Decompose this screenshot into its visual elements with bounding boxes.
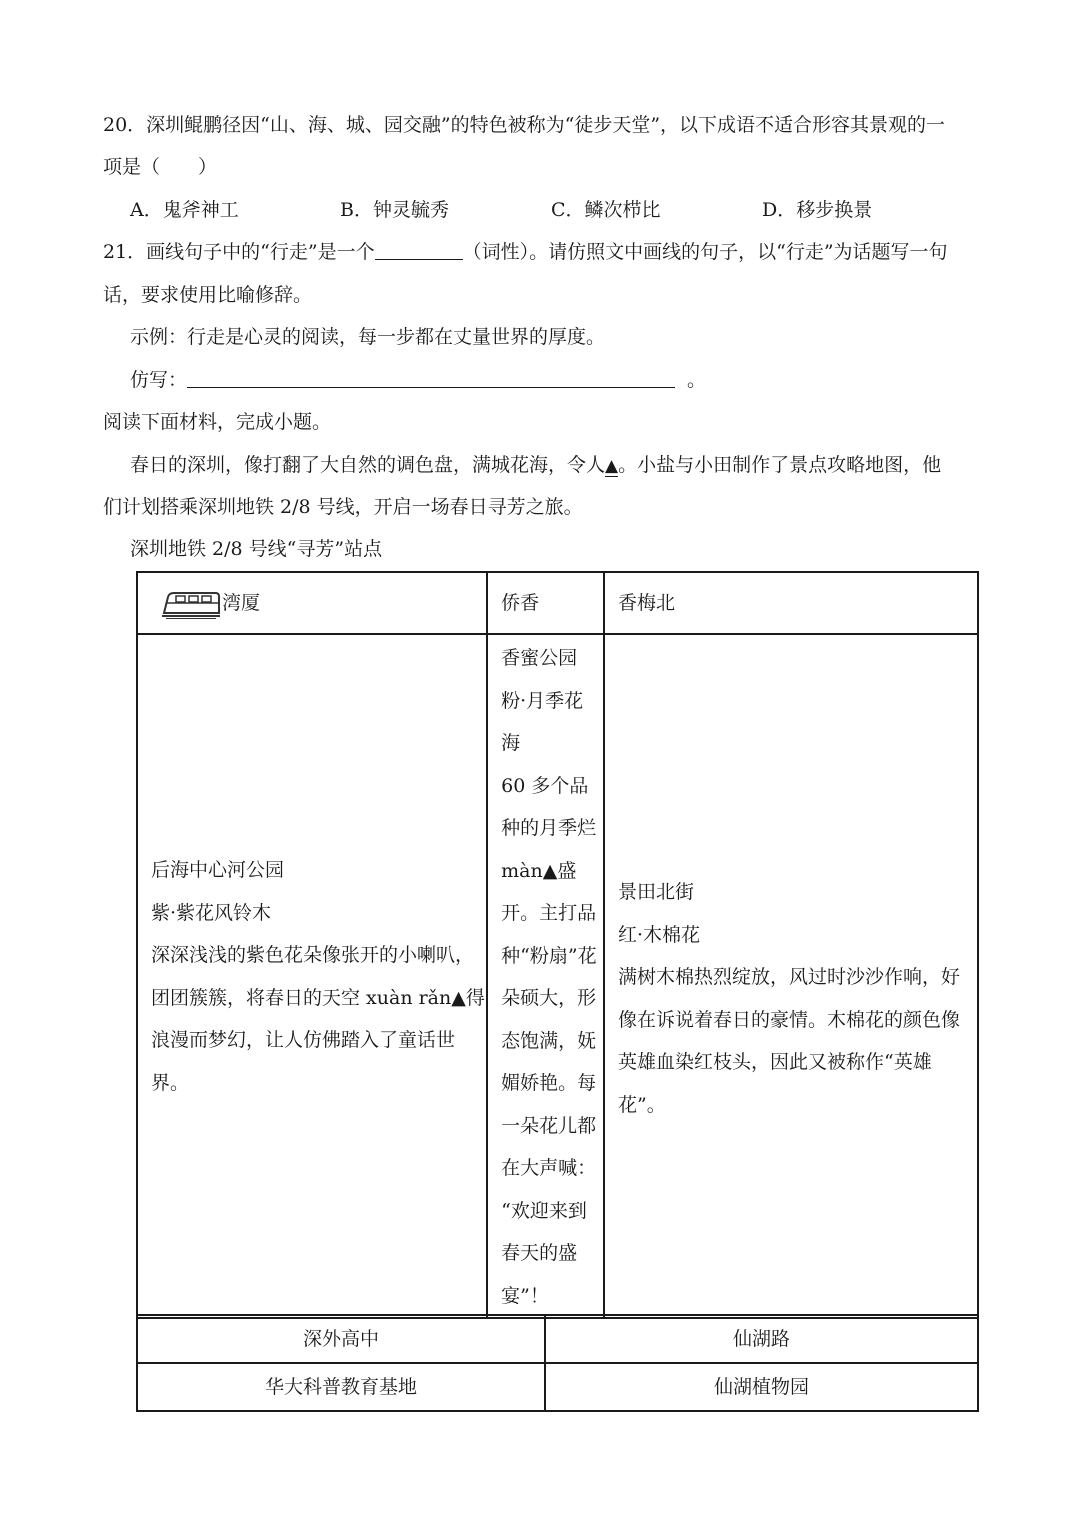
spot-cell-houhai: [137, 634, 487, 1318]
spot-xiangmi-line: 开。主打品: [501, 902, 597, 924]
spot-houhai-line: 浪漫而梦幻，让人仿佛踏入了童话世: [151, 1029, 456, 1051]
spot-houhai-line: 紫·紫花风铃木: [151, 901, 272, 924]
station-table-bottom: [136, 1314, 979, 1412]
blank-triangle: ▲: [605, 456, 619, 476]
spot-cell-xiangmi: [487, 634, 604, 1318]
station-cell-shenwai: [137, 1315, 545, 1363]
spot-jingtian-line: 像在诉说着春日的豪情。木棉花的颜色像: [617, 1008, 960, 1031]
spot-name-xianhu-garden: 仙湖植物园: [714, 1376, 810, 1398]
spot-name-huada: 华大科普教育基地: [265, 1376, 418, 1398]
station-name-qiaoxiang: 侨香: [501, 592, 540, 614]
spot-jingtian-line: 景田北街: [617, 881, 694, 903]
station-name-xianhulu: 仙湖路: [733, 1328, 791, 1350]
spot-xiangmi-line: 在大声喊：: [501, 1157, 597, 1179]
spot-xiangmi-line: 种的月季烂: [501, 817, 597, 839]
spot-xiangmi-line: 媚娇艳。每: [501, 1072, 597, 1094]
q21-line2: 话，要求使用比喻修辞。: [103, 284, 313, 306]
q20-option-d: D．移步换景: [762, 199, 873, 221]
station-cell-xianhulu: [545, 1315, 978, 1363]
spot-xiangmi-line: 60 多个品: [501, 774, 589, 797]
spot-cell-jingtian: [604, 634, 978, 1318]
q21-line1: [103, 238, 948, 266]
imitate-blank[interactable]: [187, 367, 675, 388]
q20-option-a: A．鬼斧神工: [130, 199, 239, 221]
spot-houhai-line: 深深浅浅的紫色花朵像张开的小喇叭，: [151, 944, 475, 966]
spot-houhai-line: 界。: [151, 1071, 190, 1094]
spot-xiangmi-line: 朵硕大，形: [501, 987, 597, 1009]
reading-intro: 阅读下面材料，完成小题。: [103, 411, 332, 433]
spot-xiangmi-line: màn▲盛: [501, 859, 577, 882]
reading-p1-a: 春日的深圳，像打翻了大自然的调色盘，满城花海，令人: [130, 454, 606, 476]
spot-jingtian-line: 红·木棉花: [617, 923, 701, 946]
spot-jingtian-line: 英雄血染红枝头，因此又被称作“英雄花”。: [617, 1051, 932, 1116]
reading-paragraph-line2: 们计划搭乘深圳地铁 2/8 号线，开启一场春日寻芳之旅。: [103, 496, 583, 518]
answer-blank[interactable]: [375, 239, 463, 260]
reading-p1-b: 。小盐与小田制作了景点攻略地图，他: [618, 454, 942, 476]
q20-line1: 20．深圳鲲鹏径因“山、海、城、园交融”的特色被称为“徒步天堂”，以下成语不适合形容其景观的一: [103, 114, 946, 136]
station-table-top: [136, 571, 979, 1319]
spot-cell-xianhu-garden: [545, 1363, 978, 1411]
spot-xiangmi-line: 香蜜公园: [501, 647, 578, 669]
station-name-xiangmeibei: 香梅北: [617, 592, 675, 614]
station-name-shenwai: 深外高中: [303, 1328, 380, 1350]
spot-houhai-line: 团团簇簇，将春日的天空 xuàn rǎn▲得: [151, 986, 485, 1009]
subway-train-icon: [160, 589, 222, 619]
spot-xiangmi-line: 种“粉扇”花: [501, 944, 597, 967]
q20-option-b: B．钟灵毓秀: [340, 199, 449, 221]
table-caption: 深圳地铁 2/8 号线“寻芳”站点: [130, 538, 383, 560]
q20-line2: 项是（ ）: [103, 156, 218, 178]
spot-xiangmi-line: 一朵花儿都: [501, 1114, 597, 1137]
spot-xiangmi-line: “欢迎来到: [501, 1199, 587, 1222]
spot-xiangmi-line: 春天的盛: [501, 1242, 578, 1264]
spot-xiangmi-line: 态饱满，妩: [501, 1029, 597, 1052]
reading-paragraph-line1: [130, 451, 941, 480]
q20-option-c: C．鳞次栉比: [551, 199, 661, 221]
spot-xiangmi-line: 海: [501, 732, 521, 754]
spot-xiangmi-line: 宴”！: [501, 1284, 549, 1307]
q21-imitate: [130, 366, 706, 394]
station-cell-wanxia: [137, 572, 487, 634]
q21-line1-b: （词性）。请仿照文中画线的句子，以“行走”为话题写一句: [462, 241, 948, 263]
q21-example: 示例：行走是心灵的阅读，每一步都在丈量世界的厚度。: [130, 326, 606, 348]
station-cell-xiangmeibei: [604, 572, 978, 634]
imitate-end: 。: [687, 369, 707, 391]
spot-cell-huada: [137, 1363, 545, 1411]
imitate-label: 仿写：: [130, 369, 188, 391]
station-name-wanxia: 湾厦: [222, 592, 261, 614]
spot-xiangmi-line: 粉·月季花: [501, 689, 584, 712]
spot-jingtian-line: 满树木棉热烈绽放，风过时沙沙作响，好: [617, 966, 960, 988]
station-cell-qiaoxiang: [487, 572, 604, 634]
q21-line1-a: 21．画线句子中的“行走”是一个: [103, 241, 375, 263]
spot-houhai-line: 后海中心河公园: [151, 859, 285, 881]
